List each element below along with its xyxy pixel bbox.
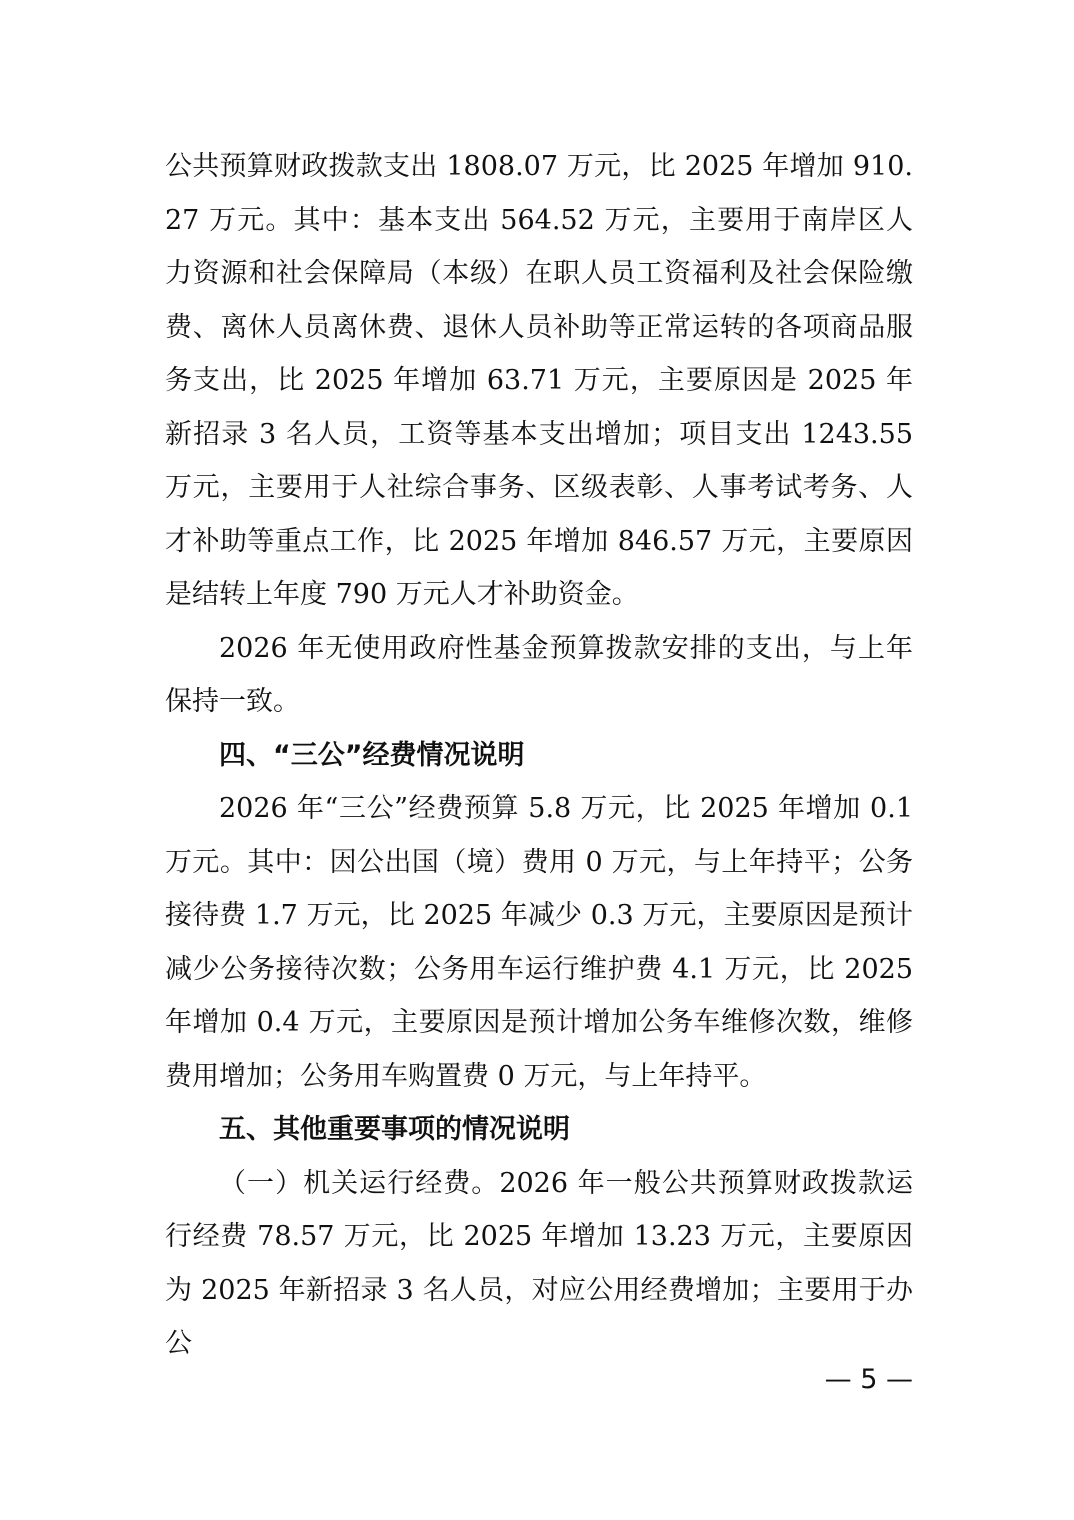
paragraph-three-public-expenses: 2026 年“三公”经费预算 5.8 万元，比 2025 年增加 0.1 万元。其中：因公出国（境）费用 0 万元，与上年持平；公务接待费 1.7 万元，比 2025 年减少 0.3 万元，主要原因是预计减少公务接待次数；公务用车运行维护费 4.1 万元，比 2025 年增加 0.4 万元，主要原因是预计增加公务车维修次数，维修费用增加；公务用车购置费 0 万元，与上年持平。 xyxy=(165,793,913,1092)
paragraph-budget-expenditure: 公共预算财政拨款支出 1808.07 万元，比 2025 年增加 910.27 万元。其中：基本支出 564.52 万元，主要用于南岸区人力资源和社会保障局（本级）在职人员工资福利及社会保险缴费、离休人员离休费、退休人员补助等正常运转的各项商品服务支出，比 2025 年增加 63.71 万元，主要原因是 2025 年新招录 3 名人员，工资等基本支出增加；项目支出 1243.55 万元，主要用于人社综合事务、区级表彰、人事考试考务、人才补助等重点工作，比 2025 年增加 846.57 万元，主要原因是结转上年度 790 万元人才补助资金。 xyxy=(165,151,913,610)
section-heading-three-public: 四、“三公”经费情况说明 xyxy=(219,739,525,771)
section-heading-other-matters: 五、其他重要事项的情况说明 xyxy=(219,1114,570,1145)
document-body xyxy=(165,140,913,1371)
paragraph-operating-expenses: （一）机关运行经费。2026 年一般公共预算财政拨款运行经费 78.57 万元，比 2025 年增加 13.23 万元，主要原因为 2025 年新招录 3 名人员，对应公用经费增加；主要用于办公 xyxy=(165,1167,913,1359)
page-number: — 5 — xyxy=(824,1364,913,1395)
paragraph-government-fund: 2026 年无使用政府性基金预算拨款安排的支出，与上年保持一致。 xyxy=(165,632,913,717)
